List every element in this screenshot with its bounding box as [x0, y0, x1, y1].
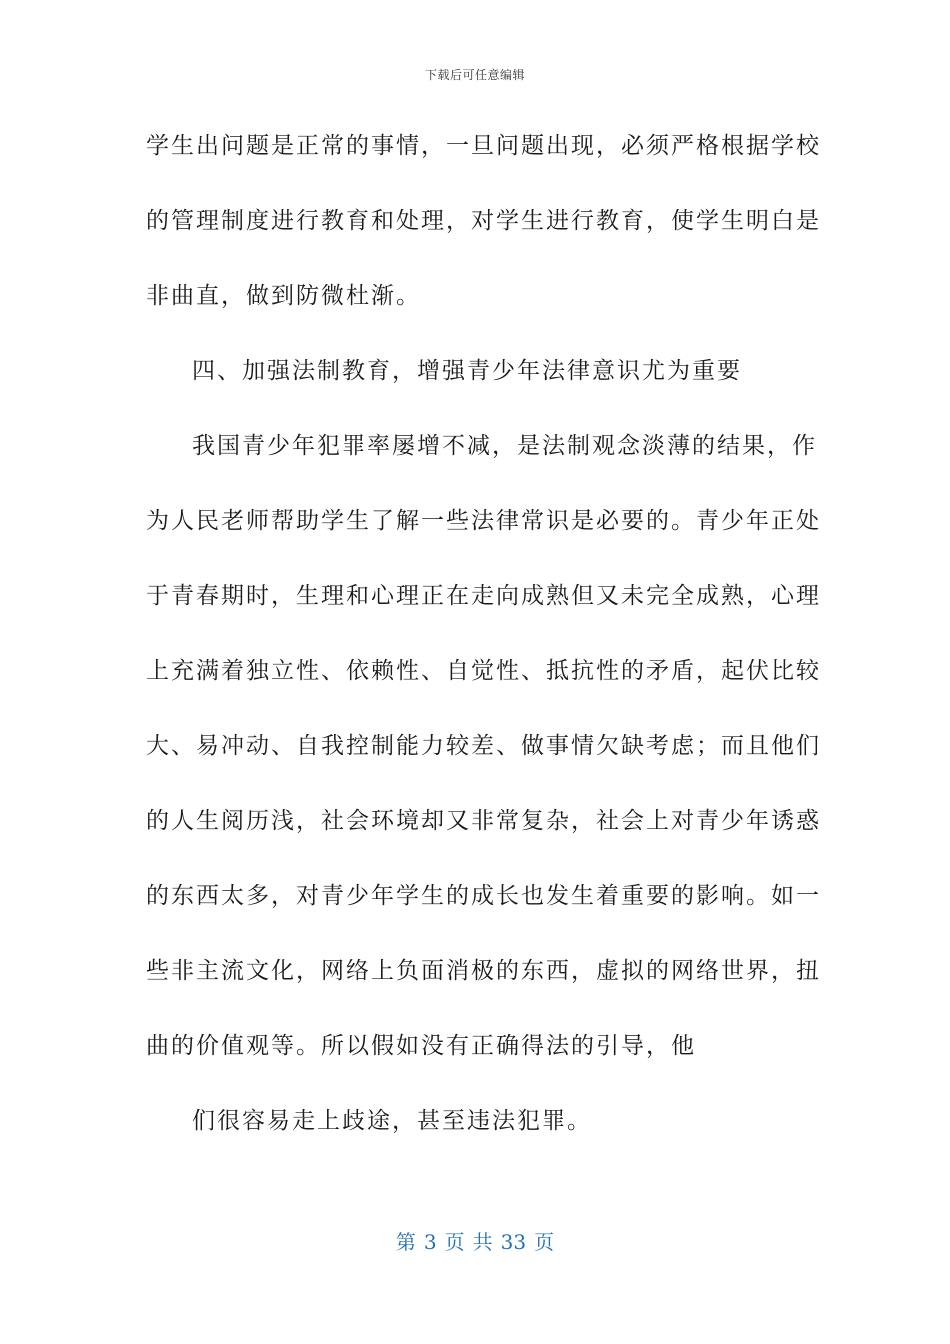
paragraph-line: 于青春期时，生理和心理正在走向成熟但又未完全成熟，心理	[146, 583, 821, 609]
paragraph-line: 些非主流文化，网络上负面消极的东西，虚拟的网络世界，扭	[146, 958, 821, 984]
footer-label-ye-total: 页	[534, 1230, 555, 1254]
page-number-total: 33	[500, 1230, 527, 1254]
document-body	[146, 120, 821, 1170]
paragraph-line: 非曲直，做到防微杜渐。	[146, 283, 421, 309]
page-footer	[0, 1226, 950, 1255]
section-heading: 四、加强法制教育，增强青少年法律意识尤为重要	[192, 358, 742, 384]
paragraph-line: 我国青少年犯罪率屡增不减，是法制观念淡薄的结果，作	[192, 433, 817, 459]
paragraph-line: 的管理制度进行教育和处理，对学生进行教育，使学生明白是	[146, 208, 821, 234]
footer-label-di: 第	[395, 1230, 416, 1254]
paragraph-line: 的人生阅历浅，社会环境却又非常复杂，社会上对青少年诱惑	[146, 808, 821, 834]
page-number-current: 3	[423, 1230, 437, 1254]
footer-label-gong: 共	[472, 1230, 493, 1254]
paragraph-line: 大、易冲动、自我控制能力较差、做事情欠缺考虑；而且他们	[146, 733, 821, 759]
paragraph-line: 为人民老师帮助学生了解一些法律常识是必要的。青少年正处	[146, 508, 821, 534]
paragraph-line: 上充满着独立性、依赖性、自觉性、抵抗性的矛盾，起伏比较	[146, 658, 821, 684]
paragraph-line: 学生出问题是正常的事情，一旦问题出现，必须严格根据学校	[146, 133, 821, 159]
paragraph-line: 曲的价值观等。所以假如没有正确得法的引导，他	[146, 1033, 696, 1059]
paragraph-line: 的东西太多，对青少年学生的成长也发生着重要的影响。如一	[146, 883, 821, 909]
paragraph-line: 们很容易走上歧途，甚至违法犯罪。	[192, 1108, 592, 1134]
header-note: 下载后可任意编辑	[424, 68, 525, 82]
footer-label-ye: 页	[444, 1230, 465, 1254]
